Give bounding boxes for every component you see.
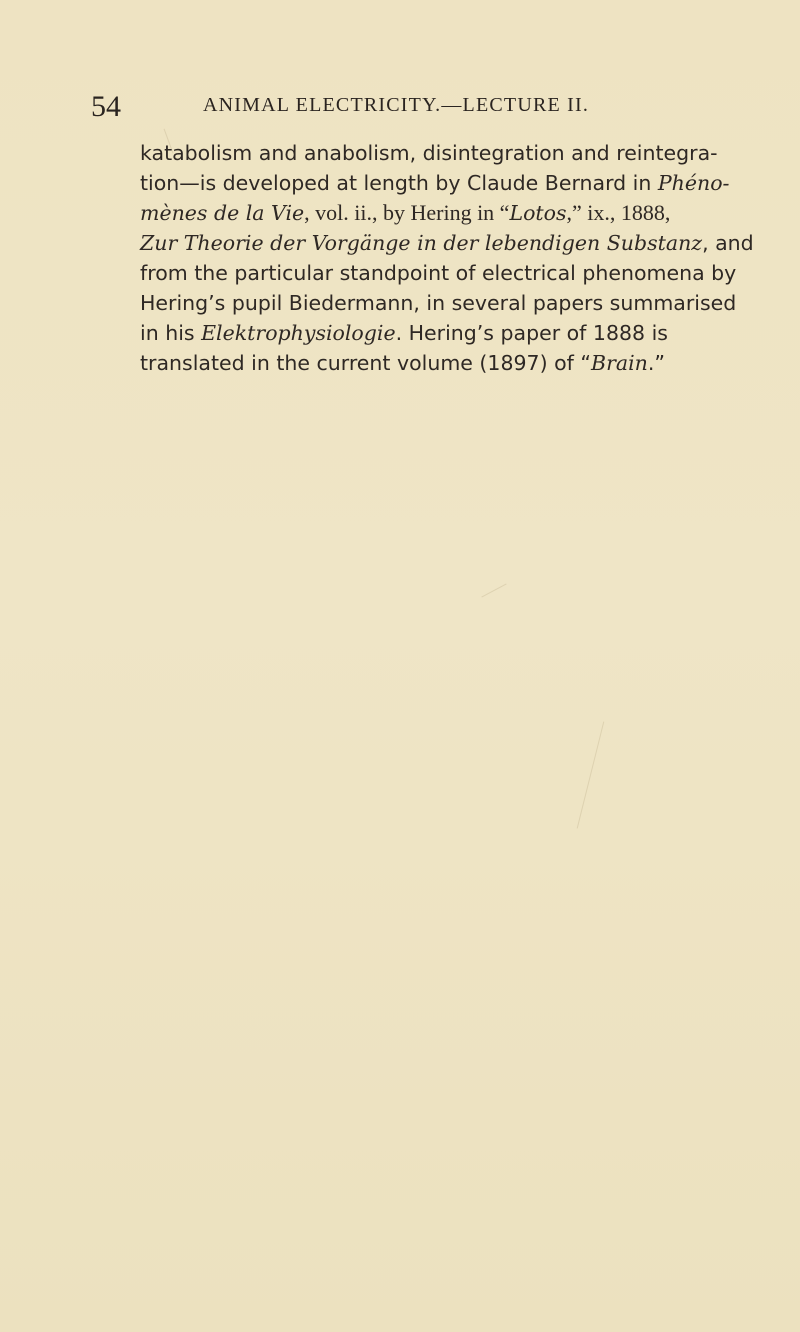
text-run: ,” ix., 1888,	[566, 200, 671, 225]
italic-title: Zur Theorie der Vorgänge in der lebendigen Substanz	[140, 231, 703, 255]
text-run: tion—is developed at length by Claude Bernard in	[140, 171, 658, 195]
text-run: Hering’s pupil Biedermann, in several papers summarised	[140, 291, 737, 315]
text-run: in his	[140, 321, 202, 345]
text-run: , and	[702, 231, 754, 255]
italic-title: Brain	[591, 351, 648, 375]
text-run: .”	[647, 351, 666, 375]
page-number: 54	[91, 90, 121, 123]
page-header	[91, 90, 651, 124]
italic-title: mènes de la Vie	[140, 201, 305, 225]
paper-crease-mark	[577, 722, 605, 829]
text-line	[140, 258, 737, 288]
text-line	[140, 348, 666, 378]
italic-title: Elektrophysiologie	[201, 321, 396, 345]
text-line	[140, 198, 671, 228]
text-line	[140, 318, 668, 348]
text-run: . Hering’s paper of 1888 is	[395, 321, 668, 345]
italic-title: Phéno-	[657, 171, 730, 195]
text-run: katabolism and anabolism, disintegration and reintegra-	[140, 141, 718, 165]
paper-crease-mark	[481, 583, 506, 597]
running-head: ANIMAL ELECTRICITY.—LECTURE II.	[203, 94, 590, 116]
italic-title: Lotos	[509, 201, 567, 225]
text-line	[140, 138, 718, 168]
text-run: translated in the current volume (1897) of “	[140, 351, 592, 375]
body-paragraph	[140, 138, 754, 378]
text-line	[140, 228, 754, 258]
text-line	[140, 288, 737, 318]
text-run: , vol. ii., by Hering in “	[304, 200, 510, 225]
text-run: from the particular standpoint of electrical phenomena by	[140, 261, 737, 285]
text-line	[140, 168, 730, 198]
